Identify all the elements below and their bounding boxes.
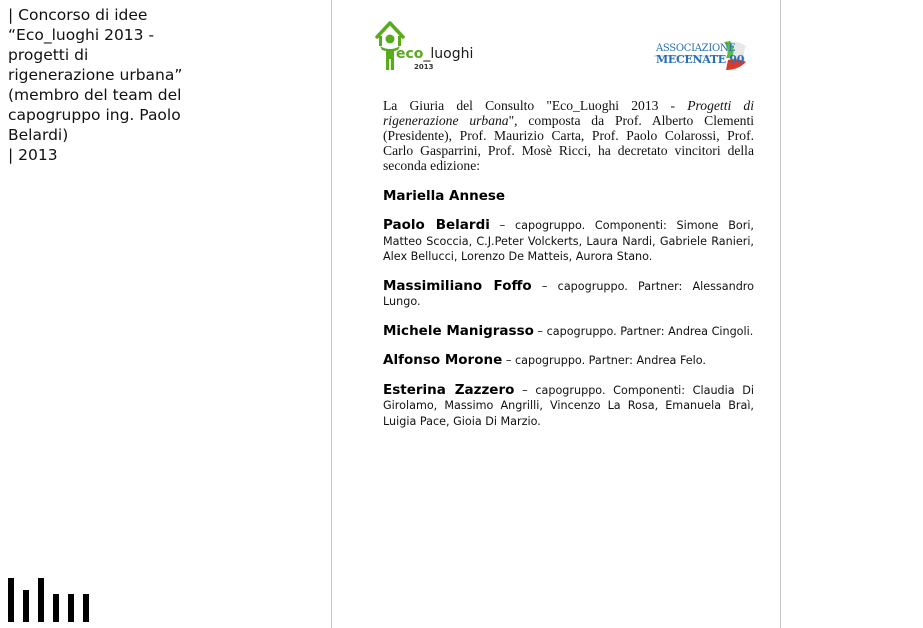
mecenate-logo-line2: MECENATE 90 (656, 53, 745, 66)
eco-logo-year: 2013 (414, 63, 434, 71)
eco-logo-wordmark: eco_luoghi (396, 46, 474, 62)
winner-group (383, 279, 754, 310)
winner-group (383, 218, 754, 265)
intro-paragraph: La Giuria del Consulto "Eco_Luoghi 2013 - Progetti di rigenerazione urbana", composta da Prof. Alberto Clementi (Presidente), Prof. Maurizio Carta, Prof. Paolo Colarossi, Prof. Carlo Gasparrini, Prof. Mosè Ricci, ha decretato vincitori della seconda edizione: (383, 98, 754, 173)
group-leader-name: Michele Manigrasso (383, 322, 534, 339)
group-leader-name: Esterina Zazzero (383, 381, 515, 398)
caption-line: | Concorso di idee (8, 6, 148, 24)
mecenate-logo-line1: ASSOCIAZIONE (656, 43, 736, 54)
column-divider-left (331, 0, 332, 628)
group-details: – capogruppo. Componenti: Claudia Di Girolamo, Massimo Angrilli, Vincenzo La Rosa, Emanuela Braì, Luigia Pace, Gioia Di Marzio. (383, 383, 755, 428)
group-leader-name: Massimiliano Foffo (383, 277, 532, 294)
group-leader-name: Alfonso Morone (383, 352, 503, 368)
mecenate-logo (654, 40, 750, 74)
column-divider-right (780, 0, 781, 628)
caption-line: “Eco_luoghi 2013 - (8, 26, 155, 44)
group-leader-name: Paolo Belardi (383, 217, 490, 233)
eco-luoghi-logo (374, 20, 474, 72)
jury-announcement (383, 98, 754, 429)
caption-line: progetti di (8, 46, 89, 64)
intro-italic-title: Progetti di rigenerazione urbana (383, 98, 754, 128)
group-details: – capogruppo. Partner: Andrea Cingoli. (533, 324, 754, 338)
caption-line: Belardi) (8, 126, 69, 144)
barcode-bars-icon (8, 578, 94, 622)
project-caption (8, 5, 193, 165)
group-details: – capogruppo. Partner: Andrea Felo. (502, 354, 706, 367)
winner-group (383, 353, 754, 369)
group-details: – capogruppo. Partner: Alessandro Lungo. (383, 279, 754, 308)
winner-name: Mariella Annese (383, 188, 506, 204)
caption-line: rigenerazione urbana” (8, 66, 183, 84)
group-details: – capogruppo. Componenti: Simone Bori, Matteo Scoccia, C.J.Peter Volckerts, Laura Nardi, Gabriele Ranieri, Alex Bellucci, Lorenzo De Matteis, Aurora Stano. (383, 219, 754, 263)
winner-group (383, 383, 754, 430)
winner-group (383, 324, 754, 340)
caption-line: | 2013 (8, 146, 58, 164)
caption-line: capogruppo ing. Paolo (8, 106, 181, 124)
caption-line: (membro del team del (8, 86, 182, 104)
